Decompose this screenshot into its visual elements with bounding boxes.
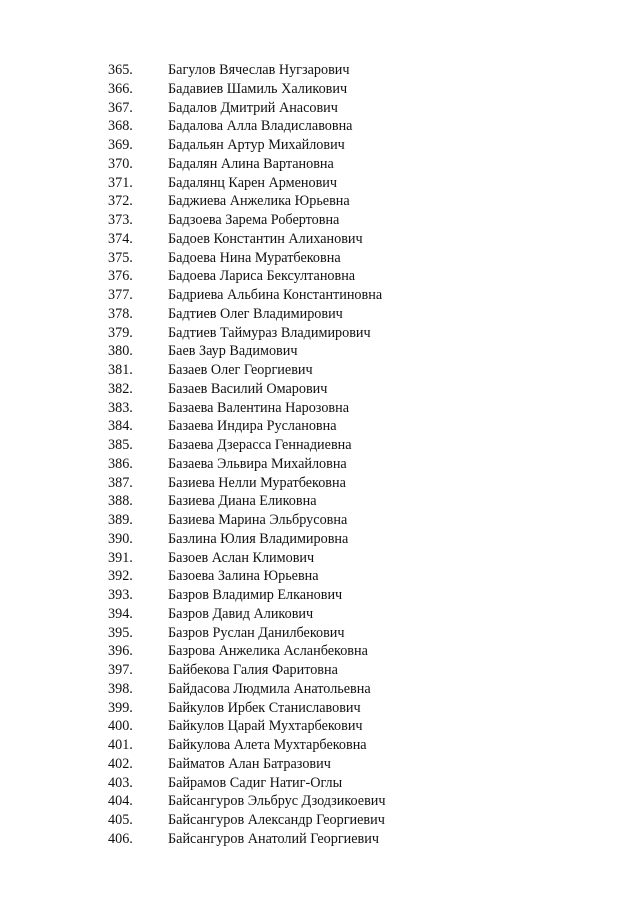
entry-name: Базаев Василий Омарович: [168, 380, 328, 397]
list-item: [108, 830, 608, 849]
list-item: [108, 736, 608, 755]
entry-number: 398.: [108, 680, 133, 697]
entry-number: 381.: [108, 362, 133, 378]
entry-number: 376.: [108, 268, 133, 285]
entry-name: Байкулов Ирбек Станиславович: [168, 699, 361, 716]
entry-name: Базоева Залина Юрьевна: [168, 568, 319, 585]
entry-name: Бадриева Альбина Константиновна: [168, 287, 383, 303]
entry-name: Байсангуров Анатолий Георгиевич: [168, 830, 379, 847]
entry-name: Багулов Вячеслав Нугзарович: [168, 62, 350, 78]
entry-name: Байрамов Садиг Натиг-Оглы: [168, 774, 343, 791]
entry-number: 371.: [108, 174, 133, 191]
entry-number: 392.: [108, 568, 133, 585]
entry-name: Базиева Нелли Муратбековна: [168, 474, 346, 491]
entry-number: 375.: [108, 249, 133, 266]
entry-number: 389.: [108, 512, 133, 528]
list-item: [108, 699, 608, 718]
entry-name: Базаева Дзерасса Геннадиевна: [168, 437, 352, 453]
entry-name: Байкулов Царай Мухтарбекович: [168, 718, 363, 735]
list-item: [108, 342, 608, 361]
entry-name: Базрова Анжелика Асланбековна: [168, 643, 368, 660]
entry-number: 370.: [108, 155, 133, 172]
entry-name: Бадтиев Олег Владимирович: [168, 305, 343, 322]
entry-number: 378.: [108, 305, 133, 322]
entry-number: 404.: [108, 793, 133, 810]
entry-number: 395.: [108, 624, 133, 641]
list-item: [108, 567, 608, 586]
entry-number: 383.: [108, 399, 133, 416]
entry-number: 390.: [108, 530, 133, 547]
entry-name: Бадалянц Карен Арменович: [168, 174, 338, 191]
entry-name: Бадоев Константин Алиханович: [168, 230, 363, 247]
list-item: [108, 605, 608, 624]
list-item: [108, 286, 608, 305]
entry-name: Байдасова Людмила Анатольевна: [168, 680, 371, 697]
entry-number: 403.: [108, 774, 133, 791]
list-item: [108, 155, 608, 174]
entry-number: 401.: [108, 737, 133, 753]
entry-number: 397.: [108, 662, 133, 678]
entry-number: 405.: [108, 812, 133, 828]
list-item: [108, 305, 608, 324]
entry-number: 368.: [108, 118, 133, 135]
list-item: [108, 324, 608, 343]
entry-name: Бадалов Дмитрий Анасович: [168, 99, 338, 116]
entry-number: 400.: [108, 718, 133, 735]
entry-name: Баев Заур Вадимович: [168, 343, 298, 360]
list-item: [108, 811, 608, 830]
entry-name: Базров Руслан Данилбекович: [168, 624, 345, 641]
list-item: [108, 61, 608, 80]
entry-number: 393.: [108, 587, 133, 603]
list-item: [108, 717, 608, 736]
entry-number: 382.: [108, 380, 133, 397]
entry-name: Базаев Олег Георгиевич: [168, 362, 313, 378]
entry-name: Базаева Индира Руслановна: [168, 418, 337, 435]
list-item: [108, 755, 608, 774]
entry-number: 388.: [108, 493, 133, 510]
list-item: [108, 417, 608, 436]
entry-number: 402.: [108, 755, 133, 772]
entry-number: 399.: [108, 699, 133, 716]
list-item: [108, 792, 608, 811]
list-item: [108, 249, 608, 268]
entry-name: Бадавиев Шамиль Халикович: [168, 80, 348, 97]
list-item: [108, 624, 608, 643]
list-item: [108, 436, 608, 455]
list-item: [108, 474, 608, 493]
list-item: [108, 267, 608, 286]
list-item: [108, 230, 608, 249]
entry-name: Бадоева Лариса Бексултановна: [168, 268, 356, 285]
entry-name: Байсангуров Александр Георгиевич: [168, 812, 385, 828]
name-list: [108, 61, 608, 849]
entry-number: 366.: [108, 80, 133, 97]
list-item: [108, 361, 608, 380]
list-item: [108, 511, 608, 530]
entry-number: 374.: [108, 230, 133, 247]
entry-number: 365.: [108, 62, 133, 78]
entry-name: Базаева Валентина Нарозовна: [168, 399, 350, 416]
entry-number: 385.: [108, 437, 133, 453]
list-item: [108, 99, 608, 118]
entry-number: 367.: [108, 99, 133, 116]
entry-name: Бадальян Артур Михайлович: [168, 137, 345, 153]
list-item: [108, 117, 608, 136]
entry-number: 369.: [108, 137, 133, 153]
list-item: [108, 399, 608, 418]
entry-name: Базаева Эльвира Михайловна: [168, 455, 347, 472]
entry-number: 377.: [108, 287, 133, 303]
entry-name: Бадалян Алина Вартановна: [168, 155, 334, 172]
list-item: [108, 530, 608, 549]
list-item: [108, 211, 608, 230]
entry-number: 396.: [108, 643, 133, 660]
entry-number: 391.: [108, 549, 133, 566]
list-item: [108, 136, 608, 155]
entry-name: Базиева Диана Еликовна: [168, 493, 317, 510]
list-item: [108, 80, 608, 99]
entry-number: 380.: [108, 343, 133, 360]
entry-number: 372.: [108, 193, 133, 210]
list-item: [108, 549, 608, 568]
entry-number: 387.: [108, 474, 133, 491]
entry-name: Базров Давид Аликович: [168, 605, 314, 622]
entry-number: 373.: [108, 212, 133, 228]
list-item: [108, 174, 608, 193]
entry-number: 379.: [108, 324, 133, 341]
entry-number: 394.: [108, 605, 133, 622]
list-item: [108, 661, 608, 680]
list-item: [108, 455, 608, 474]
list-item: [108, 492, 608, 511]
entry-number: 406.: [108, 830, 133, 847]
entry-name: Байкулова Алета Мухтарбековна: [168, 737, 367, 753]
entry-name: Бадзоева Зарема Робертовна: [168, 212, 340, 228]
entry-name: Базлина Юлия Владимировна: [168, 530, 349, 547]
entry-name: Базоев Аслан Климович: [168, 549, 315, 566]
entry-name: Байматов Алан Батразович: [168, 755, 331, 772]
entry-number: 384.: [108, 418, 133, 435]
entry-number: 386.: [108, 455, 133, 472]
entry-name: Байсангуров Эльбрус Дзодзикоевич: [168, 793, 386, 810]
list-item: [108, 586, 608, 605]
entry-name: Бадоева Нина Муратбековна: [168, 249, 341, 266]
list-item: [108, 380, 608, 399]
entry-name: Бадалова Алла Владиславовна: [168, 118, 353, 135]
list-item: [108, 192, 608, 211]
list-item: [108, 774, 608, 793]
entry-name: Базиева Марина Эльбрусовна: [168, 512, 348, 528]
entry-name: Байбекова Галия Фаритовна: [168, 662, 338, 678]
list-item: [108, 680, 608, 699]
entry-name: Бадтиев Таймураз Владимирович: [168, 324, 371, 341]
entry-name: Баджиева Анжелика Юрьевна: [168, 193, 350, 210]
list-item: [108, 642, 608, 661]
entry-name: Базров Владимир Елканович: [168, 587, 343, 603]
